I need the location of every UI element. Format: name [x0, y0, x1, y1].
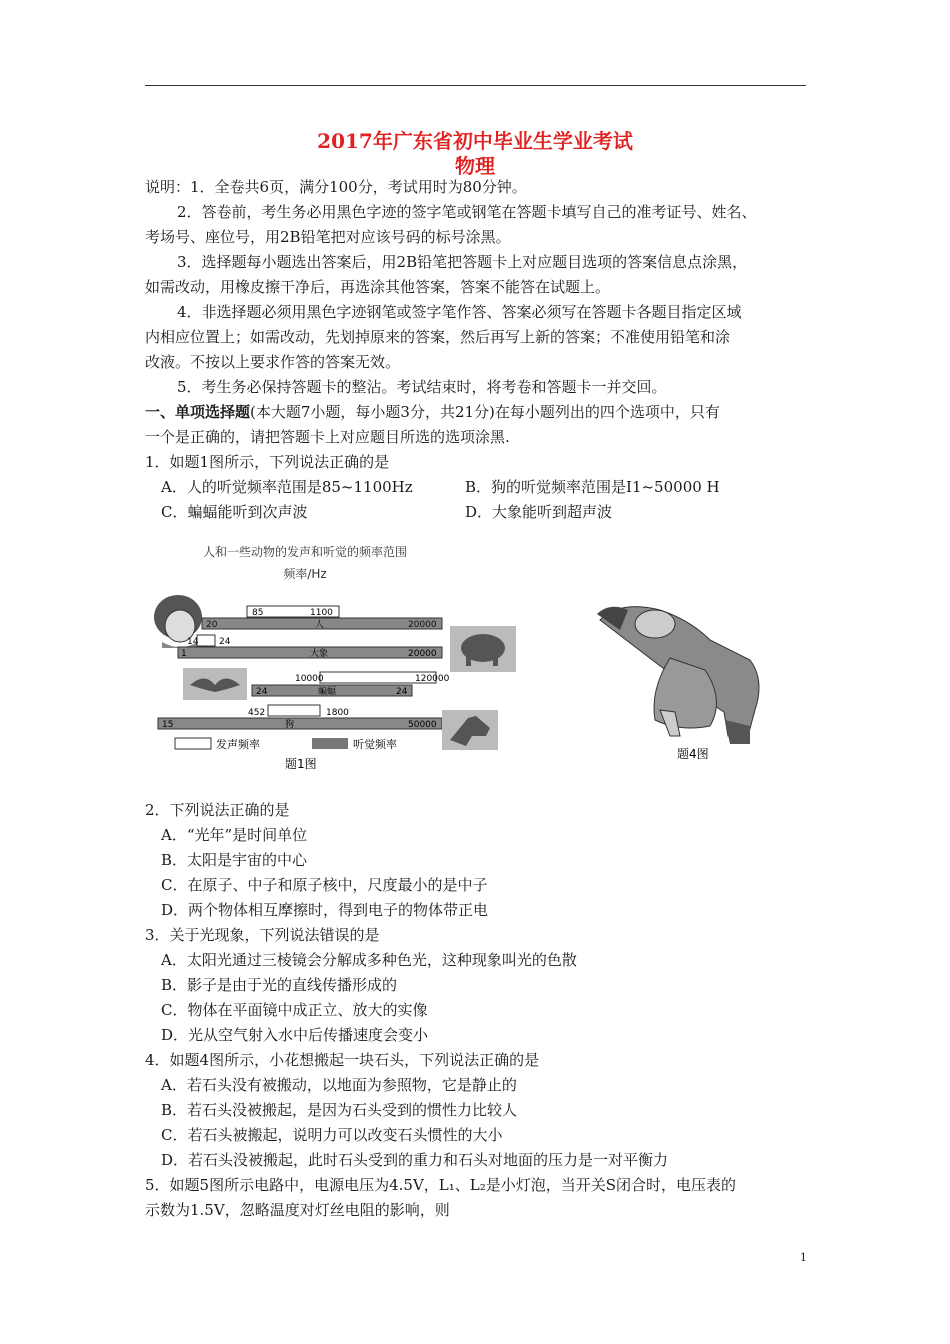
dog-emit-hi: 1800 — [326, 708, 349, 718]
human-hear-lo: 20 — [206, 620, 218, 630]
elephant-hear-hi: 20000 — [408, 649, 437, 659]
q5-stem: 5．如题5图所示电路中，电源电压为4.5V，L₁、L₂是小灯泡，当开关S闭合时，电压表的 — [145, 1176, 737, 1194]
exam-title: 2017年广东省初中毕业生学业考试 — [317, 129, 633, 153]
elephant-hear-lo: 1 — [181, 649, 187, 659]
q3-option-d: D．光从空气射入水中后传播速度会变小 — [161, 1026, 429, 1044]
dog-hear-lo: 15 — [162, 720, 174, 730]
q1-option-c: C．蝙蝠能听到次声波 — [161, 503, 308, 521]
legend-emit-label: 发声频率 — [216, 738, 260, 751]
dog-label: 狗 — [285, 720, 295, 730]
q1-stem: 1．如题1图所示，下列说法正确的是 — [145, 453, 390, 471]
bat-hear-lo: 24 — [256, 687, 268, 697]
q1-option-a: A．人的听觉频率范围是85~1100Hz — [161, 478, 413, 496]
q4-stem: 4．如题4图所示，小花想搬起一块石头，下列说法正确的是 — [145, 1051, 540, 1069]
elephant-emit-lo: 14 — [187, 637, 199, 647]
q4-option-d: D．若石头没被搬起，此时石头受到的重力和石头对地面的压力是一对平衡力 — [161, 1151, 669, 1169]
q4-option-c: C．若石头被搬起，说明力可以改变石头惯性的大小 — [161, 1126, 503, 1144]
bar-elephant-emit — [197, 635, 215, 646]
elephant-emit-hi: 24 — [219, 637, 231, 647]
q2-option-d: D．两个物体相互摩擦时，得到电子的物体带正电 — [161, 901, 489, 919]
human-emit-lo: 85 — [252, 608, 264, 618]
girl-lifting-stone-illustration — [597, 607, 759, 744]
q3-option-b: B．影子是由于光的直线传播形成的 — [161, 976, 398, 994]
section-desc: (本大题7小题，每小题3分，共21分)在每小题列出的四个选项中，只有 — [250, 403, 720, 421]
q1-option-b: B．狗的听觉频率范围是I1~50000 H — [465, 478, 720, 496]
instruction-2-cont: 考场号、座位号，用2B铅笔把对应该号码的标号涂黑。 — [145, 228, 511, 246]
header-rule — [145, 85, 806, 86]
q4-option-b: B．若石头没被搬起，是因为石头受到的惯性力比较人 — [161, 1101, 518, 1119]
instruction-2: 2．答卷前，考生务必用黑色字迹的签字笔或钢笔在答题卡填写自己的准考证号、姓名、 — [177, 203, 757, 221]
q2-option-c: C．在原子、中子和原子核中，尺度最小的是中子 — [161, 876, 488, 894]
bar-dog-emit — [268, 705, 320, 716]
section-heading: 一、单项选择题 — [145, 403, 251, 421]
instruction-4-cont: 内相应位置上；如需改动，先划掉原来的答案，然后再写上新的答案；不准使用铅笔和涂 — [145, 328, 731, 346]
legend-hear-label: 听觉频率 — [353, 738, 397, 751]
legend-hear-swatch — [312, 738, 348, 749]
human-label: 人 — [315, 620, 325, 630]
section-desc-cont: 一个是正确的，请把答题卡上对应题目所选的选项涂黑. — [145, 428, 510, 446]
bar-dog-hear — [158, 718, 442, 729]
figure-4-caption: 题4图 — [677, 747, 709, 761]
dog-emit-lo: 452 — [248, 708, 266, 718]
q2-option-a: A．“光年”是时间单位 — [161, 826, 308, 844]
instruction-3-cont: 如需改动，用橡皮擦干净后，再选涂其他答案，答案不能答在试题上。 — [145, 278, 611, 296]
legend-emit-swatch — [175, 738, 211, 749]
figure-1-caption: 题1图 — [285, 757, 317, 771]
figure-1-and-4 — [150, 540, 810, 780]
q2-option-b: B．太阳是宇宙的中心 — [161, 851, 308, 869]
bat-emit-hi: 120000 — [415, 674, 450, 684]
page-number: 1 — [800, 1249, 807, 1264]
section-heading-line — [145, 402, 720, 422]
figure-unit: 频率/Hz — [283, 567, 327, 581]
instruction-4: 4．非选择题必须用黑色字迹钢笔或签字笔作答、答案必须写在答题卡各题目指定区域 — [177, 303, 742, 321]
figure-svg — [150, 540, 810, 780]
dog-hear-hi: 50000 — [408, 720, 437, 730]
instruction-4-cont2: 改液。不按以上要求作答的答案无效。 — [145, 353, 401, 371]
bat-label: 蝙蝠 — [318, 687, 337, 697]
elephant-icon — [450, 626, 516, 672]
bat-icon — [183, 668, 247, 700]
human-emit-hi: 1100 — [310, 608, 333, 618]
figure-title: 人和一些动物的发声和听觉的频率范围 — [202, 545, 408, 559]
q5-stem-cont: 示数为1.5V，忽略温度对灯丝电阻的影响，则 — [145, 1201, 450, 1219]
q3-option-a: A．太阳光通过三棱镜会分解成多种色光，这种现象叫光的色散 — [161, 951, 577, 969]
instruction-1: 说明：1．全卷共6页，满分100分，考试用时为80分钟。 — [145, 178, 527, 196]
instruction-5: 5．考生务必保持答题卡的整沾。考试结束时，将考卷和答题卡一并交回。 — [177, 378, 667, 396]
q4-option-a: A．若石头没有被搬动，以地面为参照物，它是静止的 — [161, 1076, 517, 1094]
subject-title: 物理 — [455, 154, 495, 178]
q2-stem: 2．下列说法正确的是 — [145, 801, 290, 819]
q1-option-d: D．大象能听到超声波 — [465, 503, 613, 521]
elephant-label: 大象 — [310, 649, 329, 659]
dog-icon — [442, 710, 498, 750]
bat-hear-hi: 24 — [396, 687, 408, 697]
bat-emit-lo: 10000 — [295, 674, 324, 684]
human-hear-hi: 20000 — [408, 620, 437, 630]
q3-stem: 3．关于光现象，下列说法错误的是 — [145, 926, 380, 944]
instruction-3: 3．选择题每小题选出答案后，用2B铅笔把答题卡上对应题目选项的答案信息点涂黑， — [177, 253, 748, 271]
q3-option-c: C．物体在平面镜中成正立、放大的实像 — [161, 1001, 428, 1019]
